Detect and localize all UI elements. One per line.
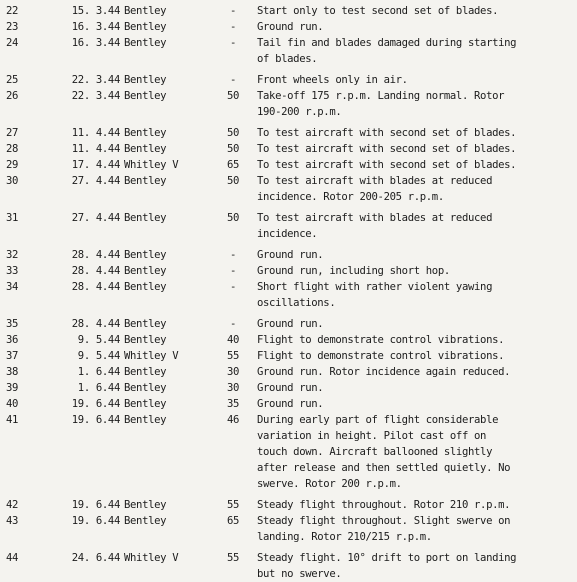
log-entry-row	[0, 497, 577, 513]
entry-number: 30	[6, 175, 19, 187]
entry-number: 39	[6, 382, 19, 394]
entry-aircraft: Bentley	[124, 175, 167, 187]
entry-rpm: 30	[226, 366, 240, 378]
entry-aircraft: Bentley	[124, 366, 167, 378]
entry-rpm: 55	[226, 499, 240, 511]
entry-date: 9. 5.44	[77, 350, 120, 362]
entry-aircraft: Bentley	[124, 37, 167, 49]
entry-aircraft: Bentley	[124, 21, 167, 33]
entry-remarks: Ground run. Rotor incidence again reduced.	[257, 366, 511, 378]
entry-remarks: Ground run.	[257, 398, 324, 410]
log-entry-continuation	[0, 460, 577, 476]
entry-remarks: Ground run, including short hop.	[257, 265, 450, 277]
log-entry-row	[0, 19, 577, 35]
entry-remarks: Ground run.	[257, 318, 324, 330]
entry-aircraft: Bentley	[124, 281, 167, 293]
entry-rpm: -	[229, 281, 237, 293]
log-entry-continuation	[0, 428, 577, 444]
entry-number: 40	[6, 398, 19, 410]
entry-date: 22. 3.44	[71, 74, 120, 86]
log-entry-continuation	[0, 295, 577, 311]
entry-rpm: 50	[226, 143, 240, 155]
entry-date: 27. 4.44	[71, 175, 120, 187]
entry-aircraft: Bentley	[124, 90, 167, 102]
entry-number: 43	[6, 515, 19, 527]
entry-remarks: To test aircraft with second set of blades.	[257, 143, 517, 155]
entry-aircraft: Bentley	[124, 382, 167, 394]
entry-remarks: To test aircraft with second set of blades.	[257, 159, 517, 171]
entry-remarks: To test aircraft with blades at reduced	[257, 212, 493, 224]
entry-remarks: Ground run.	[257, 249, 324, 261]
entry-number: 36	[6, 334, 19, 346]
log-entry-continuation	[0, 566, 577, 582]
entry-aircraft: Bentley	[124, 143, 167, 155]
entry-remarks: To test aircraft with blades at reduced	[257, 175, 493, 187]
log-entry-row	[0, 513, 577, 529]
entry-aircraft: Bentley	[124, 265, 167, 277]
entry-date: 27. 4.44	[71, 212, 120, 224]
entry-number: 38	[6, 366, 19, 378]
log-entry-row	[0, 125, 577, 141]
entry-number: 32	[6, 249, 19, 261]
entry-remarks: variation in height. Pilot cast off on	[257, 430, 487, 442]
entry-rpm: -	[229, 37, 237, 49]
entry-date: 19. 6.44	[71, 499, 120, 511]
entry-remarks: Short flight with rather violent yawing	[257, 281, 493, 293]
log-entry-row	[0, 380, 577, 396]
log-entry-row	[0, 157, 577, 173]
entry-rpm: 40	[226, 334, 240, 346]
log-entry-continuation	[0, 444, 577, 460]
entry-rpm: 55	[226, 552, 240, 564]
entry-date: 28. 4.44	[71, 318, 120, 330]
entry-number: 35	[6, 318, 19, 330]
entry-aircraft: Bentley	[124, 127, 167, 139]
entry-remarks: but no swerve.	[257, 568, 342, 580]
log-entry-continuation	[0, 104, 577, 120]
entry-number: 24	[6, 37, 19, 49]
log-entry-row	[0, 316, 577, 332]
entry-remarks: During early part of flight considerable	[257, 414, 499, 426]
entry-rpm: 50	[226, 127, 240, 139]
entry-remarks: incidence.	[257, 228, 318, 240]
entry-number: 25	[6, 74, 19, 86]
log-entry-row	[0, 88, 577, 104]
entry-date: 1. 6.44	[77, 382, 120, 394]
entry-aircraft: Bentley	[124, 398, 167, 410]
entry-number: 22	[6, 5, 19, 17]
entry-date: 16. 3.44	[71, 21, 120, 33]
entry-remarks: Flight to demonstrate control vibrations.	[257, 334, 505, 346]
entry-remarks: touch down. Aircraft ballooned slightly	[257, 446, 493, 458]
entry-date: 19. 6.44	[71, 398, 120, 410]
entry-number: 37	[6, 350, 19, 362]
entry-number: 26	[6, 90, 19, 102]
entry-remarks: oscillations.	[257, 297, 336, 309]
log-entry-row	[0, 72, 577, 88]
entry-date: 17. 4.44	[71, 159, 120, 171]
entry-date: 19. 6.44	[71, 515, 120, 527]
entry-aircraft: Bentley	[124, 74, 167, 86]
log-entry-row	[0, 35, 577, 51]
entry-number: 34	[6, 281, 19, 293]
entry-date: 24. 6.44	[71, 552, 120, 564]
entry-date: 11. 4.44	[71, 127, 120, 139]
entry-rpm: 35	[226, 398, 240, 410]
entry-date: 28. 4.44	[71, 281, 120, 293]
entry-date: 28. 4.44	[71, 249, 120, 261]
entry-number: 44	[6, 552, 19, 564]
entry-date: 11. 4.44	[71, 143, 120, 155]
entry-aircraft: Whitley V	[124, 552, 179, 564]
log-entry-row	[0, 412, 577, 428]
log-entry-row	[0, 332, 577, 348]
entry-date: 9. 5.44	[77, 334, 120, 346]
log-entry-continuation	[0, 226, 577, 242]
entry-date: 1. 6.44	[77, 366, 120, 378]
log-entry-row	[0, 279, 577, 295]
entry-aircraft: Bentley	[124, 499, 167, 511]
entry-number: 23	[6, 21, 19, 33]
entry-number: 31	[6, 212, 19, 224]
entry-remarks: Steady flight. 10° drift to port on landing	[257, 552, 517, 564]
entry-aircraft: Whitley V	[124, 350, 179, 362]
entry-date: 16. 3.44	[71, 37, 120, 49]
entry-remarks: Start only to test second set of blades.	[257, 5, 499, 17]
log-entry-row	[0, 263, 577, 279]
log-entry-row	[0, 247, 577, 263]
entry-number: 29	[6, 159, 19, 171]
entry-remarks: of blades.	[257, 53, 318, 65]
entry-number: 41	[6, 414, 19, 426]
entry-rpm: -	[229, 21, 237, 33]
entry-remarks: incidence. Rotor 200-205 r.p.m.	[257, 191, 444, 203]
entry-remarks: Front wheels only in air.	[257, 74, 408, 86]
entry-remarks: 190-200 r.p.m.	[257, 106, 342, 118]
entry-rpm: 55	[226, 350, 240, 362]
log-entry-row	[0, 141, 577, 157]
entry-aircraft: Bentley	[124, 212, 167, 224]
log-entry-row	[0, 173, 577, 189]
log-entry-row	[0, 348, 577, 364]
entry-rpm: 50	[226, 90, 240, 102]
entry-date: 22. 3.44	[71, 90, 120, 102]
entry-aircraft: Bentley	[124, 334, 167, 346]
entry-number: 28	[6, 143, 19, 155]
log-entry-continuation	[0, 51, 577, 67]
entry-remarks: after release and then settled quietly. No	[257, 462, 511, 474]
entry-number: 42	[6, 499, 19, 511]
entry-date: 28. 4.44	[71, 265, 120, 277]
entry-aircraft: Bentley	[124, 5, 167, 17]
entry-remarks: To test aircraft with second set of blades.	[257, 127, 517, 139]
entry-date: 15. 3.44	[71, 5, 120, 17]
entry-remarks: Ground run.	[257, 382, 324, 394]
log-entry-row	[0, 550, 577, 566]
entry-rpm: 50	[226, 175, 240, 187]
entry-rpm: 46	[226, 414, 240, 426]
entry-date: 19. 6.44	[71, 414, 120, 426]
entry-remarks: Tail fin and blades damaged during starting	[257, 37, 517, 49]
entry-remarks: swerve. Rotor 200 r.p.m.	[257, 478, 402, 490]
entry-rpm: 50	[226, 212, 240, 224]
log-entry-continuation	[0, 476, 577, 492]
entry-remarks: Flight to demonstrate control vibrations.	[257, 350, 505, 362]
entry-aircraft: Whitley V	[124, 159, 179, 171]
log-entry-continuation	[0, 529, 577, 545]
entry-remarks: Steady flight throughout. Slight swerve on	[257, 515, 511, 527]
log-entry-continuation	[0, 189, 577, 205]
entry-rpm: -	[229, 74, 237, 86]
entry-remarks: Take-off 175 r.p.m. Landing normal. Rotor	[257, 90, 505, 102]
entry-remarks: landing. Rotor 210/215 r.p.m.	[257, 531, 432, 543]
entry-number: 27	[6, 127, 19, 139]
entry-remarks: Ground run.	[257, 21, 324, 33]
log-entry-row	[0, 364, 577, 380]
log-entry-row	[0, 396, 577, 412]
entry-rpm: -	[229, 265, 237, 277]
log-entry-row	[0, 210, 577, 226]
entry-rpm: -	[229, 249, 237, 261]
entry-number: 33	[6, 265, 19, 277]
entry-aircraft: Bentley	[124, 414, 167, 426]
entry-aircraft: Bentley	[124, 249, 167, 261]
entry-aircraft: Bentley	[124, 318, 167, 330]
entry-rpm: 65	[226, 515, 240, 527]
entry-remarks: Steady flight throughout. Rotor 210 r.p.m.	[257, 499, 511, 511]
log-entry-row	[0, 3, 577, 19]
entry-rpm: -	[229, 318, 237, 330]
entry-aircraft: Bentley	[124, 515, 167, 527]
entry-rpm: 30	[226, 382, 240, 394]
entry-rpm: 65	[226, 159, 240, 171]
entry-rpm: -	[229, 5, 237, 17]
